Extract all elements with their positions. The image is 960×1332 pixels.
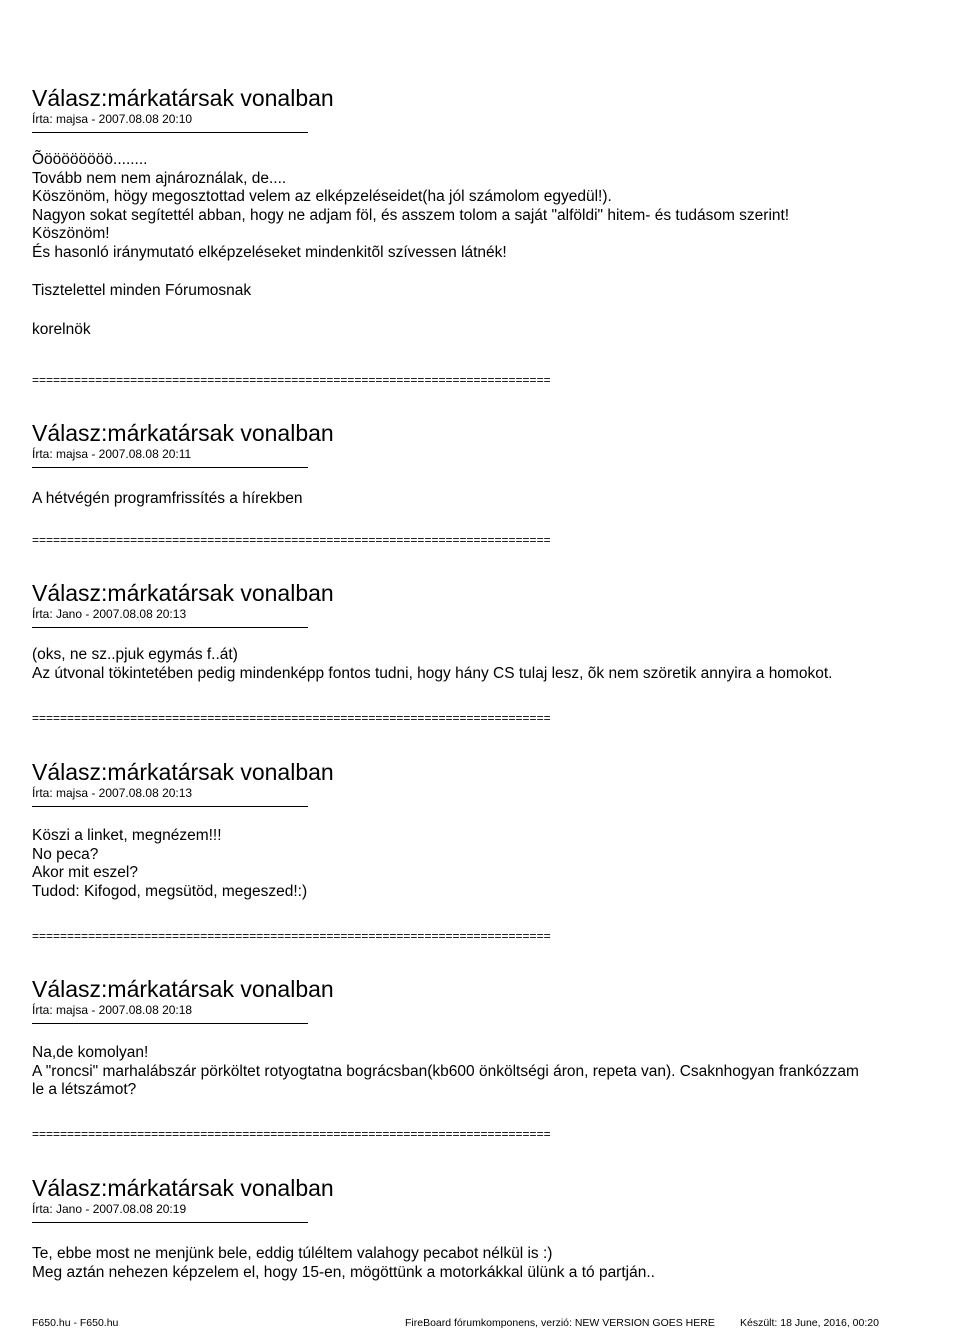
post-line: Akor mit eszel? xyxy=(32,864,138,881)
post-meta: Írta: majsa - 2007.08.08 20:11 xyxy=(32,447,192,461)
post-line: Köszi a linket, megnézem!!! xyxy=(32,827,222,844)
post-line: Tisztelettel minden Fórumosnak xyxy=(32,282,252,299)
forum-post xyxy=(32,84,932,339)
post-line: Tovább nem nem ajnároználak, de.... xyxy=(32,169,287,187)
post-meta: Írta: majsa - 2007.08.08 20:10 xyxy=(32,112,193,126)
post-title: Válasz:márkatársak vonalban xyxy=(32,976,334,1002)
footer-component: FireBoard fórumkomponens, verzió: NEW VERSION GOES HERE xyxy=(405,1317,715,1329)
forum-post xyxy=(32,579,932,683)
post-line: Na,de komolyan! xyxy=(32,1044,149,1061)
post-title: Válasz:márkatársak vonalban xyxy=(32,85,334,111)
post-title: Válasz:márkatársak vonalban xyxy=(32,1175,334,1201)
post-separator: ========================================================================== xyxy=(32,373,551,387)
post-meta: Írta: Jano - 2007.08.08 20:19 xyxy=(32,1202,187,1216)
post-line: Köszönöm! xyxy=(32,225,110,242)
post-line: És hasonló iránymutató elképzeléseket mindenkitõl szívessen látnék! xyxy=(32,243,507,261)
footer-site: F650.hu - F650.hu xyxy=(32,1317,119,1329)
post-line: No peca? xyxy=(32,845,99,863)
post-title: Válasz:márkatársak vonalban xyxy=(32,420,334,446)
forum-post xyxy=(32,975,932,1100)
post-meta: Írta: majsa - 2007.08.08 20:13 xyxy=(32,786,193,800)
footer-generated: Készült: 18 June, 2016, 00:20 xyxy=(740,1317,879,1329)
post-separator: ========================================================================== xyxy=(32,929,551,943)
post-title: Válasz:márkatársak vonalban xyxy=(32,759,334,785)
post-line: Köszönöm, högy megosztottad velem az elképzeléseidet(ha jól számolom egyedül!). xyxy=(32,188,612,205)
post-line: A hétvégén programfrissítés a hírekben xyxy=(32,490,303,507)
post-meta: Írta: Jano - 2007.08.08 20:13 xyxy=(32,607,187,621)
post-line: Meg aztán nehezen képzelem el, hogy 15-en, mögöttünk a motorkákkal ülünk a tó partján.. xyxy=(32,1263,655,1281)
forum-post xyxy=(32,1174,932,1282)
post-line: Tudod: Kifogod, megsütöd, megeszed!:) xyxy=(32,882,308,900)
post-line: le a létszámot? xyxy=(32,1081,137,1098)
post-line: korelnök xyxy=(32,320,91,338)
post-separator: ========================================================================== xyxy=(32,533,551,547)
post-line: Nagyon sokat segítettél abban, hogy ne adjam föl, és asszem tolom a saját "alföldi" hitem- és tudásom szerint! xyxy=(32,206,790,224)
post-line: A "roncsi" marhalábszár pörköltet rotyogtatna bográcsban(kb600 önköltségi áron, repeta van). Csaknhogyan frankózzam xyxy=(32,1062,859,1080)
post-separator: ========================================================================== xyxy=(32,1127,551,1141)
post-line: Az útvonal tökintetében pedig mindenképp fontos tudni, hogy hány CS tulaj lesz, õk nem szöretik annyira a homokot. xyxy=(32,664,833,682)
post-meta: Írta: majsa - 2007.08.08 20:18 xyxy=(32,1003,193,1017)
post-line: Te, ebbe most ne menjünk bele, eddig túléltem valahogy pecabot nélkül is :) xyxy=(32,1245,553,1262)
post-title: Válasz:márkatársak vonalban xyxy=(32,580,334,606)
post-line: Õöööööööö........ xyxy=(32,151,148,168)
post-line: (oks, ne sz..pjuk egymás f..át) xyxy=(32,646,238,663)
forum-post xyxy=(32,758,932,901)
forum-post xyxy=(32,419,932,509)
post-separator: ========================================================================== xyxy=(32,711,551,725)
